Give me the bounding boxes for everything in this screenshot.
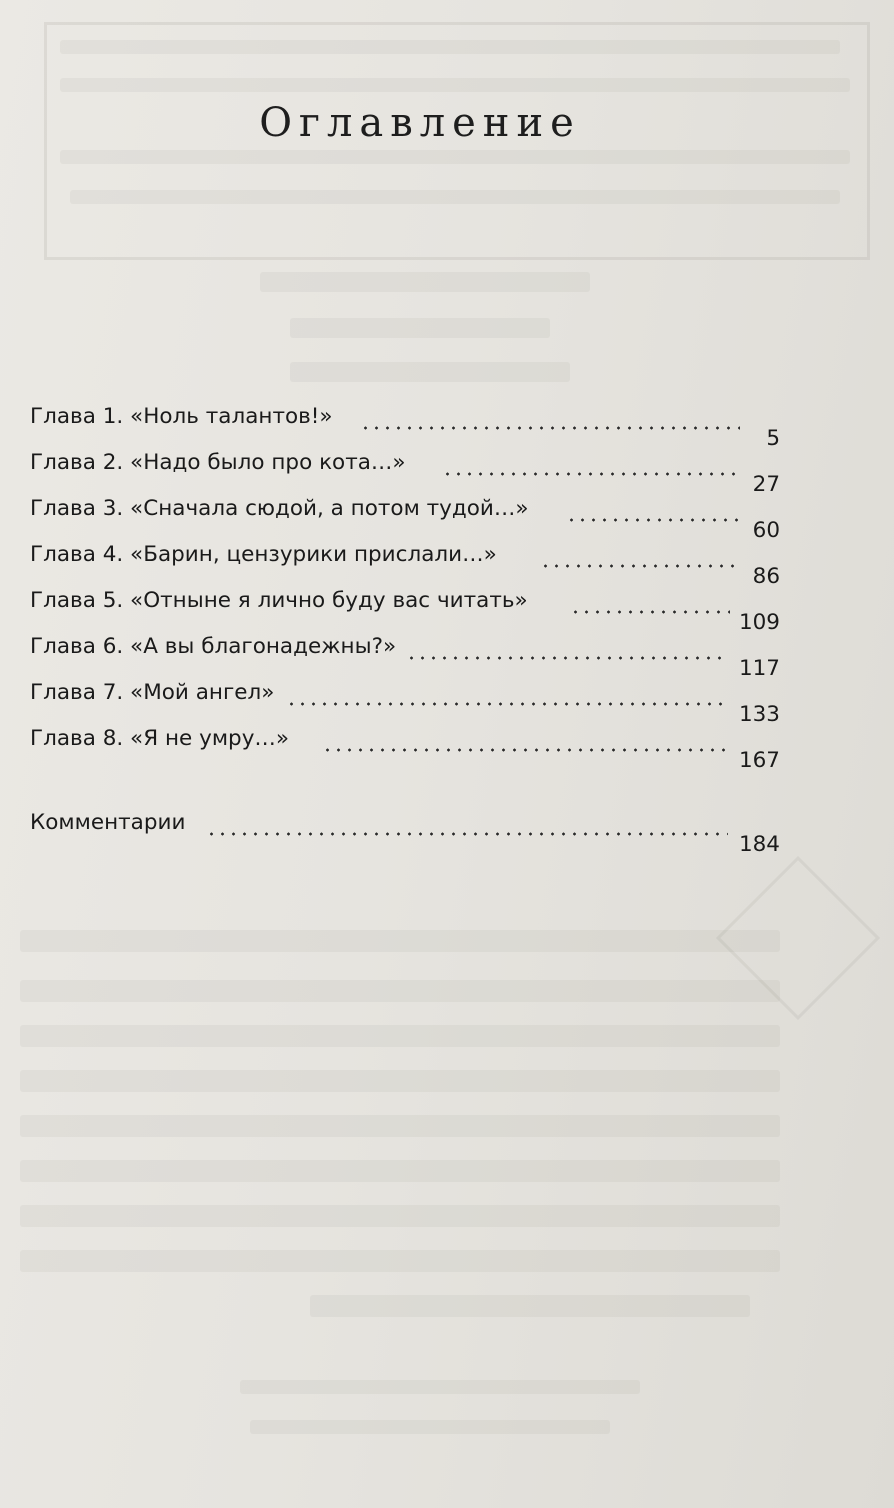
toc-entry-label: Глава 3. «Сначала сюдой, а потом тудой…» [30, 496, 529, 521]
show-through-badge [716, 856, 880, 1020]
show-through-band [60, 150, 850, 164]
show-through-band [20, 1205, 780, 1227]
show-through-band [20, 1115, 780, 1137]
show-through-band [260, 272, 590, 292]
show-through-band [60, 78, 850, 92]
show-through-band [20, 1250, 780, 1272]
toc-entry[interactable] [30, 534, 790, 589]
toc-entry-label: Глава 7. «Мой ангел» [30, 680, 275, 705]
toc-entry-label: Глава 5. «Отныне я лично буду вас читать» [30, 588, 528, 613]
toc-entry-page: 117 [738, 656, 780, 681]
toc-entry-label: Глава 4. «Барин, цензурики прислали…» [30, 542, 497, 567]
toc-entry[interactable] [30, 442, 790, 497]
toc-entry-page: 184 [738, 832, 780, 857]
dot-leader [570, 610, 730, 614]
dot-leader [286, 702, 728, 706]
toc-entry-page: 60 [752, 518, 780, 543]
toc-entry-page: 133 [738, 702, 780, 727]
toc-entry[interactable] [30, 580, 790, 635]
show-through-band [240, 1380, 640, 1394]
show-through-band [20, 1025, 780, 1047]
toc-entry[interactable] [30, 626, 790, 681]
toc-entry-page: 109 [738, 610, 780, 635]
show-through-band [290, 362, 570, 382]
dot-leader [406, 656, 728, 660]
toc-entry-label: Глава 2. «Надо было про кота…» [30, 450, 406, 475]
toc-entry[interactable] [30, 718, 790, 773]
dot-leader [360, 426, 740, 430]
show-through-band [20, 1160, 780, 1182]
toc-entry-label: Глава 6. «А вы благонадежны?» [30, 634, 397, 659]
toc-entry-page: 86 [752, 564, 780, 589]
show-through-band [310, 1295, 750, 1317]
show-through-band [20, 930, 780, 952]
toc-entry-page: 5 [766, 426, 780, 451]
toc-entry-label: Комментарии [30, 810, 186, 835]
dot-leader [566, 518, 740, 522]
dot-leader [540, 564, 740, 568]
toc-entry[interactable] [30, 488, 790, 543]
table-of-contents [30, 396, 790, 857]
toc-entry-page: 167 [738, 748, 780, 773]
show-through-band [20, 1070, 780, 1092]
page-title: Оглавление [259, 100, 581, 146]
show-through-band [250, 1420, 610, 1434]
toc-entry-page: 27 [752, 472, 780, 497]
dot-leader [442, 472, 740, 476]
toc-entry[interactable] [30, 396, 790, 451]
toc-entry[interactable] [30, 672, 790, 727]
dot-leader [206, 832, 728, 836]
show-through-band [60, 40, 840, 54]
toc-entry-label: Глава 8. «Я не умру…» [30, 726, 290, 751]
dot-leader [322, 748, 728, 752]
show-through-band [20, 980, 780, 1002]
show-through-band [290, 318, 550, 338]
show-through-band [70, 190, 840, 204]
toc-entry-comments[interactable] [30, 802, 790, 857]
toc-entry-label: Глава 1. «Ноль талантов!» [30, 404, 333, 429]
